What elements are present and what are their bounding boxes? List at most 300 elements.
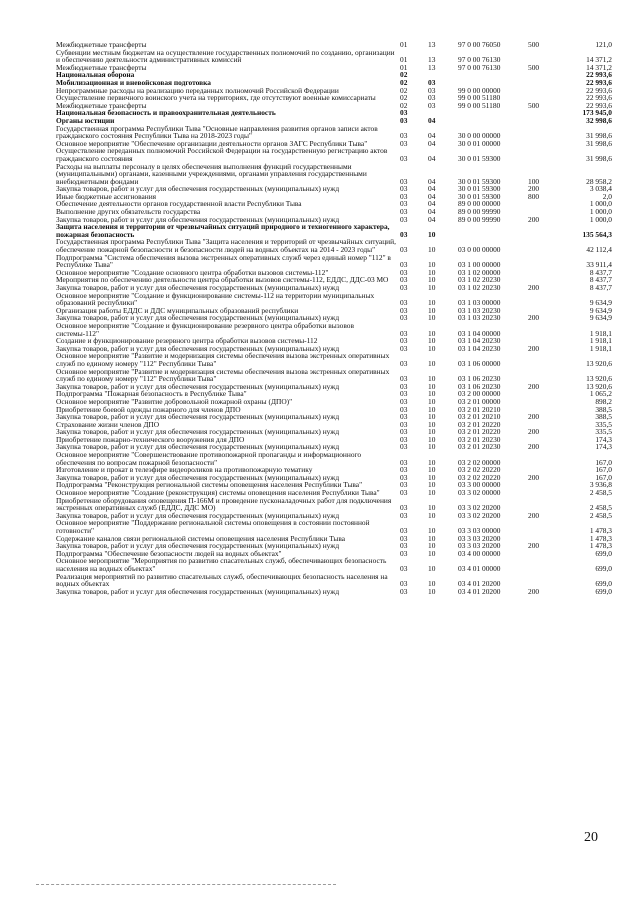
item-name: Закупка товаров, работ и услуг для обеспечения государственных (муниципальных) нужд bbox=[56, 442, 340, 452]
amount: 1 478,3 bbox=[589, 526, 612, 535]
table-row bbox=[56, 588, 612, 596]
section-code: 03 bbox=[400, 427, 408, 437]
expense-type-code bbox=[528, 481, 556, 489]
amount: 22 993,6 bbox=[586, 100, 612, 110]
item-name: Субвенции местным бюджетам на осуществление государственных полномочий по созданию, организации и обеспечению деятельности административных комиссий bbox=[56, 47, 395, 65]
subsection-code: 10 bbox=[428, 275, 436, 285]
target-article-code: 30 0 01 59300 bbox=[458, 176, 501, 186]
section-code: 03 bbox=[400, 586, 408, 596]
amount: 1 918,1 bbox=[589, 328, 612, 338]
subsection-code: 10 bbox=[428, 541, 436, 551]
amount: 1 918,1 bbox=[589, 336, 612, 346]
target-article-code: 30 0 01 59300 bbox=[458, 191, 501, 201]
item-name: Закупка товаров, работ и услуг для обеспечения государственных (муниципальных) нужд bbox=[56, 381, 340, 391]
section-code: 03 bbox=[400, 526, 408, 535]
amount: 699,0 bbox=[595, 563, 612, 573]
item-name: Закупка товаров, работ и услуг для обеспечения государственных (муниципальных) нужд bbox=[56, 472, 340, 482]
subsection-code: 10 bbox=[428, 563, 436, 573]
section-code: 03 bbox=[400, 465, 408, 475]
expense-type-code bbox=[528, 292, 556, 307]
amount: 31 998,6 bbox=[586, 131, 612, 141]
item-name: Закупка товаров, работ и услуг для обеспечения государственных (муниципальных) нужд bbox=[56, 343, 340, 353]
amount: 33 911,4 bbox=[586, 260, 612, 270]
amount: 388,5 bbox=[595, 404, 612, 414]
section-code: 03 bbox=[400, 108, 408, 118]
expense-type-code bbox=[528, 49, 556, 64]
subsection-code: 13 bbox=[428, 55, 436, 65]
expense-type-code bbox=[528, 254, 556, 269]
amount: 3 936,8 bbox=[589, 480, 612, 490]
table-row bbox=[56, 519, 612, 534]
amount: 1 065,2 bbox=[589, 389, 612, 399]
target-article-code: 03 3 02 00000 bbox=[458, 488, 501, 498]
expense-type-code: 200 bbox=[528, 472, 540, 482]
section-code: 03 bbox=[400, 313, 408, 323]
target-article-code bbox=[458, 71, 528, 79]
subsection-code: 10 bbox=[428, 526, 436, 535]
item-name: Закупка товаров, работ и услуг для обеспечения государственных (муниципальных) нужд bbox=[56, 412, 340, 422]
expense-type-code bbox=[528, 117, 556, 125]
table-row bbox=[56, 292, 612, 307]
subsection-code: 10 bbox=[428, 472, 436, 482]
subsection-code: 10 bbox=[428, 404, 436, 414]
expense-type-code bbox=[528, 390, 556, 398]
amount: 135 564,3 bbox=[582, 229, 612, 239]
subsection-code: 10 bbox=[428, 267, 436, 277]
table-row bbox=[56, 322, 612, 337]
amount: 2,0 bbox=[602, 191, 612, 201]
amount: 167,0 bbox=[595, 457, 612, 467]
amount: 2 458,5 bbox=[589, 488, 612, 498]
amount: 42 112,4 bbox=[586, 245, 612, 255]
expense-type-code bbox=[528, 79, 556, 87]
target-article-code: 03 2 02 20220 bbox=[458, 465, 501, 475]
subsection-code: 10 bbox=[428, 503, 436, 513]
subsection-code: 10 bbox=[428, 374, 436, 384]
item-name: Иные бюджетные ассигнования bbox=[56, 191, 157, 201]
section-code: 03 bbox=[400, 153, 408, 163]
target-article-code: 99 0 00 51180 bbox=[458, 100, 501, 110]
target-article-code: 03 1 06 20230 bbox=[458, 381, 501, 391]
section-code: 03 bbox=[400, 419, 408, 429]
item-name: Расходы на выплаты персоналу в целях обеспечения выполнения функций государственными (муниципальными) органами, казенными учреждениями, органами управления государственными внебюджетными фондами bbox=[56, 161, 367, 186]
amount: 13 920,6 bbox=[586, 358, 612, 368]
amount: 9 634,9 bbox=[589, 313, 612, 323]
budget-table bbox=[56, 41, 612, 595]
section-code: 03 bbox=[400, 267, 408, 277]
item-name: Приобретение оборудования оповещения П-166М и проведение пусконаладочных работ для подключения экстренных оперативных служб (ЕДДС, ДДС МО) bbox=[56, 495, 392, 513]
amount: 1 000,0 bbox=[589, 199, 612, 209]
expense-type-code bbox=[528, 269, 556, 277]
subsection-code: 04 bbox=[428, 184, 436, 194]
target-article-code: 03 4 01 00000 bbox=[458, 563, 501, 573]
target-article-code: 03 1 03 20230 bbox=[458, 305, 501, 315]
expense-type-code: 200 bbox=[528, 381, 540, 391]
amount: 1 478,3 bbox=[589, 533, 612, 543]
amount: 1 000,0 bbox=[589, 214, 612, 224]
item-name: Страхование жизни членов ДПО bbox=[56, 419, 160, 429]
target-article-code: 03 2 01 20230 bbox=[458, 434, 501, 444]
subsection-code: 04 bbox=[428, 131, 436, 141]
expense-type-code: 200 bbox=[528, 283, 540, 292]
subsection-code: 10 bbox=[428, 465, 436, 475]
expense-type-code: 200 bbox=[528, 313, 540, 323]
target-article-code: 03 1 02 00000 bbox=[458, 267, 501, 277]
section-code: 03 bbox=[400, 541, 408, 551]
table-row bbox=[56, 254, 612, 269]
section-code: 03 bbox=[400, 275, 408, 285]
subsection-code: 04 bbox=[428, 207, 436, 217]
section-code: 03 bbox=[400, 503, 408, 513]
amount: 699,0 bbox=[595, 586, 612, 596]
subsection-code: 10 bbox=[428, 336, 436, 346]
amount: 22 993,6 bbox=[586, 70, 612, 80]
target-article-code: 03 1 02 20230 bbox=[458, 275, 501, 285]
amount: 28 958,2 bbox=[586, 176, 612, 186]
expense-type-code bbox=[528, 368, 556, 383]
subsection-code: 10 bbox=[428, 298, 436, 308]
table-row bbox=[56, 125, 612, 140]
item-name: Осуществление переданных полномочий Российской Федерации на государственную регистрацию актов гражданского состояния bbox=[56, 146, 388, 163]
amount: 22 993,6 bbox=[586, 93, 612, 103]
item-name: Основное мероприятие "Развитие и модернизация системы обеспечения вызова экстренных оперативных служб по единому номеру "112" Республики Тыва" bbox=[56, 351, 390, 368]
item-name: Основное мероприятие "Создание и функционирование системы-112 на территории муниципальных образований республики" bbox=[56, 290, 375, 308]
target-article-code: 30 0 01 00000 bbox=[458, 138, 501, 148]
section-code: 03 bbox=[400, 488, 408, 498]
item-name: Государственная программа Республики Тыва "Защита населения и территорий от чрезвычайных ситуаций, обеспечение пожарной безопасности и безопасности людей на водных объектах на 2014 - 2023 годы" bbox=[56, 237, 396, 255]
section-code: 03 bbox=[400, 442, 408, 452]
amount: 13 920,6 bbox=[586, 381, 612, 391]
table-row bbox=[56, 497, 612, 512]
section-code: 03 bbox=[400, 328, 408, 338]
expense-type-code: 200 bbox=[528, 214, 540, 224]
item-name: Межбюджетные трансферты bbox=[56, 62, 147, 72]
amount: 121,0 bbox=[595, 40, 612, 49]
section-code: 03 bbox=[400, 229, 408, 239]
subsection-code: 04 bbox=[428, 214, 436, 224]
subsection-code: 04 bbox=[428, 176, 436, 186]
section-code: 03 bbox=[400, 305, 408, 315]
subsection-code: 03 bbox=[428, 77, 436, 87]
expense-type-code bbox=[528, 550, 556, 558]
expense-type-code bbox=[528, 497, 556, 512]
target-article-code: 89 0 00 00000 bbox=[458, 199, 501, 209]
subsection-code: 04 bbox=[428, 138, 436, 148]
item-name: Подпрограмма "Обеспечение безопасности людей на водных объектах" bbox=[56, 548, 282, 558]
expense-type-code bbox=[528, 451, 556, 466]
section-code: 03 bbox=[400, 298, 408, 308]
section-code: 03 bbox=[400, 336, 408, 346]
target-article-code: 89 0 00 99990 bbox=[458, 214, 501, 224]
amount: 898,2 bbox=[595, 396, 612, 406]
subsection-code: 10 bbox=[428, 313, 436, 323]
target-article-code: 03 1 03 00000 bbox=[458, 298, 501, 308]
table-row bbox=[56, 352, 612, 367]
amount: 2 458,5 bbox=[589, 503, 612, 513]
expense-type-code bbox=[528, 87, 556, 95]
target-article-code: 03 4 01 20200 bbox=[458, 579, 501, 589]
section-code: 03 bbox=[400, 191, 408, 201]
subsection-code: 10 bbox=[428, 434, 436, 444]
target-article-code: 03 2 01 00000 bbox=[458, 396, 501, 406]
amount: 9 634,9 bbox=[589, 298, 612, 308]
expense-type-code bbox=[528, 200, 556, 208]
item-name: Основное мероприятие "Обеспечение организации деятельности органов ЗАГС Республики Тыва" bbox=[56, 138, 368, 148]
item-name: Приобретение пожарно-технического вооружения для ДПО bbox=[56, 434, 245, 444]
item-name: Непрограммные расходы на реализацию переданных полномочий Российской Федерации bbox=[56, 85, 339, 95]
subsection-code: 10 bbox=[428, 579, 436, 589]
amount: 167,0 bbox=[595, 472, 612, 482]
target-article-code bbox=[458, 117, 528, 125]
amount: 1 000,0 bbox=[589, 207, 612, 217]
section-code: 02 bbox=[400, 93, 408, 103]
expense-type-code: 100 bbox=[528, 176, 540, 186]
subsection-code: 13 bbox=[428, 62, 436, 72]
item-name: Закупка товаров, работ и услуг для обеспечения государственных (муниципальных) нужд bbox=[56, 313, 340, 323]
target-article-code: 03 3 02 20200 bbox=[458, 510, 501, 520]
target-article-code: 30 0 01 59300 bbox=[458, 153, 501, 163]
section-code: 03 bbox=[400, 115, 408, 125]
section-code: 03 bbox=[400, 396, 408, 406]
table-row bbox=[56, 451, 612, 466]
expense-type-code bbox=[528, 223, 556, 238]
subsection-code: 04 bbox=[428, 191, 436, 201]
section-code: 03 bbox=[400, 199, 408, 209]
subsection-code: 10 bbox=[428, 457, 436, 467]
item-name: Закупка товаров, работ и услуг для обеспечения государственных (муниципальных) нужд bbox=[56, 283, 340, 292]
subsection-code: 10 bbox=[428, 510, 436, 520]
amount: 8 437,7 bbox=[589, 283, 612, 292]
amount: 335,5 bbox=[595, 427, 612, 437]
amount: 31 998,6 bbox=[586, 153, 612, 163]
section-code: 03 bbox=[400, 131, 408, 141]
target-article-code: 99 0 00 00000 bbox=[458, 85, 501, 95]
table-row bbox=[56, 147, 612, 162]
expense-type-code: 200 bbox=[528, 343, 540, 353]
target-article-code: 03 2 01 20210 bbox=[458, 404, 501, 414]
item-name: Подпрограмма "Реконструкция региональной системы оповещения населения Республики Тыва" bbox=[56, 480, 363, 490]
amount: 13 920,6 bbox=[586, 374, 612, 384]
table-row bbox=[56, 573, 612, 588]
section-code: 03 bbox=[400, 563, 408, 573]
subsection-code: 10 bbox=[428, 381, 436, 391]
item-name: Создание и функционирование резервного центра обработки вызовов системы-112 bbox=[56, 336, 318, 346]
section-code: 02 bbox=[400, 85, 408, 95]
subsection-code: 10 bbox=[428, 358, 436, 368]
target-article-code: 03 2 01 20220 bbox=[458, 419, 501, 429]
item-name: Защита населения и территории от чрезвычайных ситуаций природного и техногенного характера, пожарная безопасность bbox=[56, 222, 390, 239]
target-article-code: 89 0 00 99990 bbox=[458, 207, 501, 217]
item-name: Основное мероприятие "Поддержание региональной системы оповещения в состоянии постоянной готовности" bbox=[56, 518, 370, 535]
target-article-code: 03 4 01 20200 bbox=[458, 586, 501, 596]
section-code: 03 bbox=[400, 374, 408, 384]
expense-type-code: 200 bbox=[528, 412, 540, 422]
subsection-code: 10 bbox=[428, 283, 436, 292]
subsection-code: 10 bbox=[428, 245, 436, 255]
amount: 22 993,6 bbox=[586, 85, 612, 95]
amount: 9 634,9 bbox=[589, 305, 612, 315]
item-name: Обеспечение деятельности органов государственной власти Республики Тыва bbox=[56, 199, 302, 209]
target-article-code: 03 2 00 00000 bbox=[458, 389, 501, 399]
expense-type-code bbox=[528, 140, 556, 148]
section-code: 03 bbox=[400, 404, 408, 414]
subsection-code: 10 bbox=[428, 305, 436, 315]
amount: 699,0 bbox=[595, 548, 612, 558]
section-code: 03 bbox=[400, 579, 408, 589]
amount: 1 918,1 bbox=[589, 343, 612, 353]
expense-type-code bbox=[528, 557, 556, 572]
target-article-code: 03 1 03 20230 bbox=[458, 313, 501, 323]
target-article-code: 03 1 06 20230 bbox=[458, 374, 501, 384]
target-article-code bbox=[458, 223, 528, 238]
item-name: Подпрограмма "Система обеспечения вызова экстренных оперативных служб через единый номер "112" в Республике Тыва" bbox=[56, 252, 391, 270]
target-article-code: 99 0 00 51180 bbox=[458, 93, 501, 103]
item-name: Закупка товаров, работ и услуг для обеспечения государственных (муниципальных) нужд bbox=[56, 427, 340, 437]
section-code: 03 bbox=[400, 434, 408, 444]
section-code: 03 bbox=[400, 245, 408, 255]
section-code: 03 bbox=[400, 472, 408, 482]
table-row bbox=[56, 163, 612, 186]
item-name: Национальная безопасность и правоохранительная деятельность bbox=[56, 108, 276, 118]
subsection-code: 10 bbox=[428, 343, 436, 353]
item-name: Закупка товаров, работ и услуг для обеспечения государственных (муниципальных) нужд bbox=[56, 510, 340, 520]
table-row bbox=[56, 368, 612, 383]
section-code: 03 bbox=[400, 381, 408, 391]
amount: 174,3 bbox=[595, 434, 612, 444]
item-name: Содержание каналов связи региональной системы оповещения населения Республики Тыва bbox=[56, 533, 346, 543]
expense-type-code bbox=[528, 71, 556, 79]
section-code: 03 bbox=[400, 548, 408, 558]
item-name: Организация работы ЕДДС и ДДС муниципальных образований республики bbox=[56, 305, 299, 315]
item-name: Межбюджетные трансферты bbox=[56, 100, 147, 110]
page-number: 20 bbox=[584, 830, 598, 845]
amount: 14 371,2 bbox=[586, 55, 612, 65]
subsection-code: 10 bbox=[428, 389, 436, 399]
expense-type-code: 200 bbox=[528, 541, 540, 551]
table-body bbox=[56, 41, 612, 595]
target-article-code: 03 2 01 20220 bbox=[458, 427, 501, 437]
expense-type-code bbox=[528, 238, 556, 253]
item-name: Приобретение боевой одежды пожарного для членов ДПО bbox=[56, 404, 241, 414]
expense-type-code: 200 bbox=[528, 184, 540, 194]
subsection-code: 10 bbox=[428, 412, 436, 422]
item-name: Закупка товаров, работ и услуг для обеспечения государственных (муниципальных) нужд bbox=[56, 214, 340, 224]
section-code: 03 bbox=[400, 184, 408, 194]
item-name: Закупка товаров, работ и услуг для обеспечения государственных (муниципальных) нужд bbox=[56, 586, 340, 596]
item-name: Закупка товаров, работ и услуг для обеспечения государственных (муниципальных) нужд bbox=[56, 541, 340, 551]
expense-type-code bbox=[528, 352, 556, 367]
target-article-code: 03 2 02 20220 bbox=[458, 472, 501, 482]
target-article-code: 03 3 03 00000 bbox=[458, 526, 501, 535]
subsection-code: 04 bbox=[428, 153, 436, 163]
section-code: 01 bbox=[400, 62, 408, 72]
footer-divider bbox=[36, 884, 336, 885]
item-name: Реализация мероприятий по развитию спасательных служб, обеспечивающих безопасность населения на водных объектах bbox=[56, 571, 388, 589]
amount: 14 371,2 bbox=[586, 62, 612, 72]
section-code: 03 bbox=[400, 480, 408, 490]
expense-type-code bbox=[528, 109, 556, 117]
section-code: 03 bbox=[400, 176, 408, 186]
section-code: 03 bbox=[400, 457, 408, 467]
expense-type-code: 200 bbox=[528, 442, 540, 452]
amount: 22 993,6 bbox=[586, 77, 612, 87]
subsection-code: 10 bbox=[428, 480, 436, 490]
expense-type-code: 200 bbox=[528, 427, 540, 437]
section-code: 03 bbox=[400, 343, 408, 353]
section-code: 03 bbox=[400, 533, 408, 543]
subsection-code: 10 bbox=[428, 328, 436, 338]
section-code: 03 bbox=[400, 283, 408, 292]
item-name: Закупка товаров, работ и услуг для обеспечения государственных (муниципальных) нужд bbox=[56, 184, 340, 194]
target-article-code: 03 2 02 00000 bbox=[458, 457, 501, 467]
section-code: 02 bbox=[400, 100, 408, 110]
table-row bbox=[56, 49, 612, 64]
target-article-code: 97 0 00 76050 bbox=[458, 40, 501, 49]
subsection-code: 04 bbox=[428, 115, 436, 125]
item-name: Межбюджетные трансферты bbox=[56, 40, 147, 49]
subsection-code: 10 bbox=[428, 396, 436, 406]
item-name: Основное мероприятие "Развитие и модернизация системы обеспечения вызова экстренных оперативных служб по единому номеру "112" Республики Тыва" bbox=[56, 366, 390, 384]
section-code: 03 bbox=[400, 214, 408, 224]
item-name: Основное мероприятие "Создание (реконструкция) системы оповещения населения Республики Тыва" bbox=[56, 488, 380, 498]
expense-type-code: 500 bbox=[528, 100, 540, 110]
amount: 8 437,7 bbox=[589, 267, 612, 277]
amount: 174,3 bbox=[595, 442, 612, 452]
table-row bbox=[56, 109, 612, 117]
amount: 335,5 bbox=[595, 419, 612, 429]
target-article-code: 03 0 00 00000 bbox=[458, 245, 501, 255]
expense-type-code bbox=[528, 519, 556, 534]
table-row bbox=[56, 557, 612, 572]
item-name: Основное мероприятие "Создание основного центра обработки вызовов системы-112" bbox=[56, 267, 329, 277]
target-article-code: 03 1 04 20230 bbox=[458, 336, 501, 346]
subsection-code: 10 bbox=[428, 548, 436, 558]
expense-type-code: 500 bbox=[528, 40, 540, 49]
section-code: 02 bbox=[400, 77, 408, 87]
subsection-code: 10 bbox=[428, 419, 436, 429]
section-code: 03 bbox=[400, 389, 408, 399]
item-name: Основное мероприятие "Развитие добровольной пожарной охраны (ДПО)" bbox=[56, 396, 293, 406]
item-name: Основное мероприятие "Создание и функционирование резервного центра обработки вызовов системы-112" bbox=[56, 320, 354, 338]
subsection-code: 10 bbox=[428, 229, 436, 239]
section-code: 01 bbox=[400, 40, 408, 49]
expense-type-code: 200 bbox=[528, 586, 540, 596]
expense-type-code bbox=[528, 573, 556, 588]
amount: 388,5 bbox=[595, 412, 612, 422]
target-article-code: 03 2 01 20230 bbox=[458, 442, 501, 452]
subsection-code: 10 bbox=[428, 442, 436, 452]
amount: 699,0 bbox=[595, 579, 612, 589]
target-article-code: 03 3 00 00000 bbox=[458, 480, 501, 490]
table-row bbox=[56, 238, 612, 253]
subsection-code: 10 bbox=[428, 260, 436, 270]
table-row bbox=[56, 223, 612, 238]
section-code: 03 bbox=[400, 358, 408, 368]
amount: 31 998,6 bbox=[586, 138, 612, 148]
target-article-code: 97 0 00 76130 bbox=[458, 55, 501, 65]
item-name: Основное мероприятие "Мероприятия по развитию спасательных служб, обеспечивающих безопасность населения на водных объектах" bbox=[56, 556, 387, 573]
item-name: Мероприятия по обеспечению деятельности центра обработки вызовов системы-112, ЕДДС, ДДС-03 МО bbox=[56, 275, 389, 285]
expense-type-code bbox=[528, 398, 556, 406]
target-article-code: 30 0 01 59300 bbox=[458, 184, 501, 194]
subsection-code: 04 bbox=[428, 199, 436, 209]
target-article-code: 03 3 02 20200 bbox=[458, 503, 501, 513]
target-article-code: 03 4 00 00000 bbox=[458, 548, 501, 558]
section-code: 02 bbox=[400, 70, 408, 80]
target-article-code: 30 0 00 00000 bbox=[458, 131, 501, 141]
item-name: Выполнение других обязательств государства bbox=[56, 207, 201, 217]
expense-type-code bbox=[528, 322, 556, 337]
